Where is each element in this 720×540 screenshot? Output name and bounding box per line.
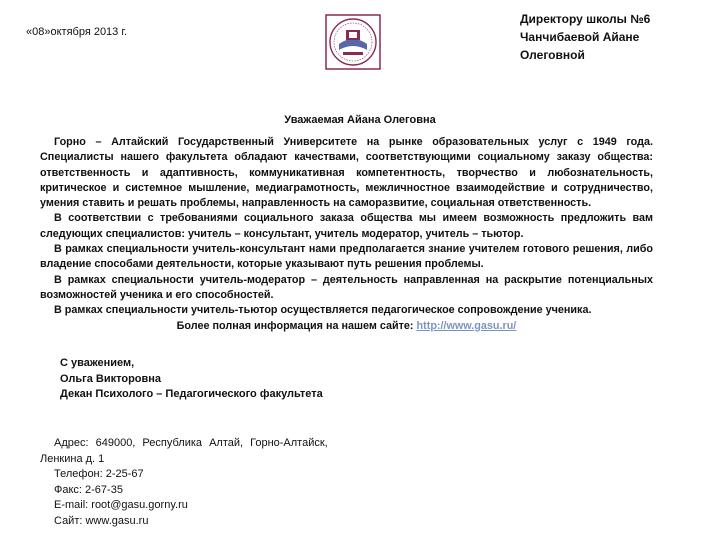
body-paragraph: В рамках специальности учитель-модератор – деятельность направленная на раскрытие потенциальных возможностей ученика и его способностей. bbox=[40, 273, 653, 301]
address-line: Ленкина д. 1 bbox=[40, 452, 105, 465]
body-paragraph: В рамках специальности учитель-тьютор осуществляется педагогическое сопровождение ученика. bbox=[54, 304, 592, 317]
recipient-line: Чанчибаевой Айане bbox=[520, 30, 640, 44]
university-seal-icon bbox=[325, 14, 381, 70]
info-text: Более полная информация на нашем сайте: bbox=[176, 319, 414, 332]
address-line: Адрес: 649000, Республика Алтай, Горно-Алтайск, bbox=[54, 437, 328, 449]
phone: Телефон: 2-25-67 bbox=[54, 468, 144, 480]
recipient-block bbox=[520, 10, 650, 64]
email: E-mail: root@gasu.gorny.ru bbox=[54, 499, 188, 511]
fax: Факс: 2-67-35 bbox=[54, 483, 123, 496]
letter-body bbox=[40, 135, 653, 334]
letter-date: «08»октября 2013 г. bbox=[26, 26, 128, 38]
site: Сайт: www.gasu.ru bbox=[54, 514, 149, 527]
website-link[interactable]: http://www.gasu.ru/ bbox=[416, 319, 517, 332]
body-paragraph: Горно – Алтайский Государственный Университете на рынке образовательных услуг с 1949 года. Специалисты нашего факультета обладают качествами, соответствующими социальному заказу общества: ответственность и адаптивность, коммуникативная компетентность, творчество и любознательность, критическое и системное мышление, медиаграмотность, межличностное взаимодействие и сотрудничество, умения ставить и решать проблемы, направленность на саморазвитие, социальная ответственность. bbox=[40, 136, 653, 210]
body-paragraph: В рамках специальности учитель-консультант нами предполагается знание учителем готового решения, либо владение способами деятельности, которые указывают путь решения проблемы. bbox=[40, 243, 653, 271]
signature-block bbox=[60, 356, 323, 403]
recipient-line: Директору школы №6 bbox=[520, 12, 651, 26]
salutation: Уважаемая Айана Олеговна bbox=[284, 114, 436, 126]
closing-line: С уважением, bbox=[60, 357, 135, 369]
signer-name: Ольга Викторовна bbox=[60, 372, 162, 385]
contacts-block bbox=[40, 436, 380, 529]
signer-title: Декан Психолого – Педагогического факультета bbox=[60, 388, 323, 400]
info-paragraph bbox=[40, 319, 653, 334]
body-paragraph: В соответствии с требованиями социального заказа общества мы имеем возможность предложить вам следующих специалистов: учитель – консультант, учитель модератор, учитель – тьютор. bbox=[40, 212, 653, 240]
recipient-line: Олеговной bbox=[520, 48, 585, 62]
